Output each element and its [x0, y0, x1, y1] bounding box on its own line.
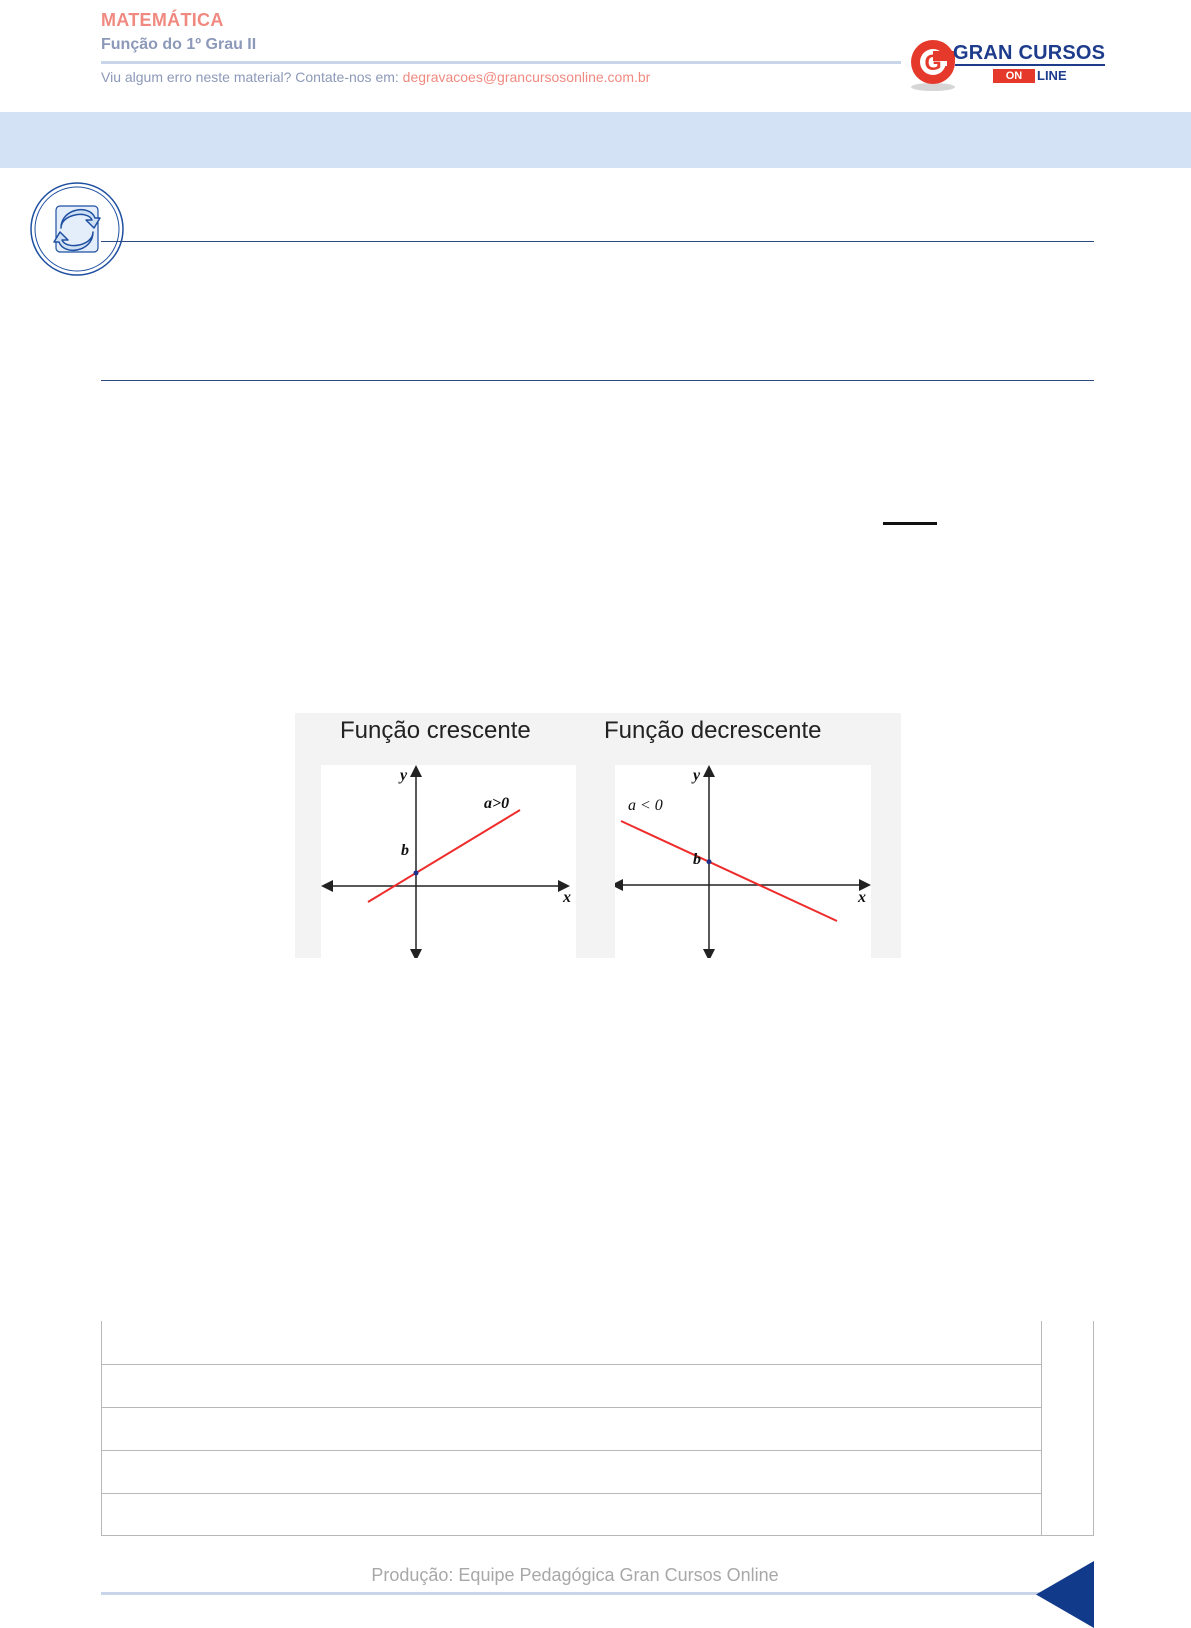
contact-email-link[interactable]: degravacoes@grancursosonline.com.br — [402, 69, 651, 85]
header-banner — [0, 112, 1191, 168]
header-divider — [101, 61, 901, 64]
b-label: b — [401, 842, 409, 859]
slope-label: a < 0 — [628, 797, 663, 814]
contact-prefix: Viu algum erro neste material? Contate-nos em: — [101, 69, 403, 85]
slope-label: a>0 — [484, 795, 510, 812]
logo-brand-text: GRAN CURSOS — [953, 42, 1106, 64]
plot-decreasing-svg — [615, 765, 871, 958]
note-line — [101, 1364, 1042, 1365]
note-line — [101, 1407, 1042, 1408]
fraction-bar — [883, 522, 937, 525]
plot-increasing — [321, 765, 576, 958]
notes-lines-area — [101, 1321, 1094, 1536]
x-axis-label: x — [563, 889, 571, 906]
increasing-line — [368, 810, 520, 902]
svg-text:G: G — [924, 50, 942, 75]
decreasing-line — [621, 821, 837, 921]
footer-triangle-icon — [1036, 1561, 1094, 1628]
gran-cursos-logo — [905, 38, 1106, 92]
b-label: b — [693, 851, 701, 868]
y-intercept-point — [414, 870, 419, 875]
refresh-icon — [28, 180, 126, 278]
topic-title: Função do 1º Grau II — [101, 36, 257, 53]
logo-online-box: ON — [993, 69, 1035, 83]
y-axis-label: y — [693, 767, 701, 784]
y-axis-label: y — [400, 767, 408, 784]
y-intercept-point — [707, 859, 712, 864]
chart-title-decreasing: Função decrescente — [604, 717, 822, 744]
footer-credit: Produção: Equipe Pedagógica Gran Cursos Online — [371, 1565, 779, 1585]
contact-line — [101, 69, 650, 85]
chart-title-increasing: Função crescente — [340, 717, 531, 744]
plot-increasing-svg — [321, 765, 576, 958]
logo-online-rest: LINE — [1037, 68, 1067, 83]
subject-title: MATEMÁTICA — [101, 10, 224, 30]
x-axis-label: x — [858, 889, 866, 906]
footer-divider — [101, 1592, 1045, 1595]
function-graphs-figure — [295, 713, 901, 958]
section-rule-bottom — [101, 380, 1094, 381]
note-line — [101, 1450, 1042, 1451]
notes-margin-line — [1041, 1321, 1042, 1536]
plot-decreasing — [615, 765, 871, 958]
note-line — [101, 1493, 1042, 1494]
section-rule-top — [101, 241, 1094, 242]
